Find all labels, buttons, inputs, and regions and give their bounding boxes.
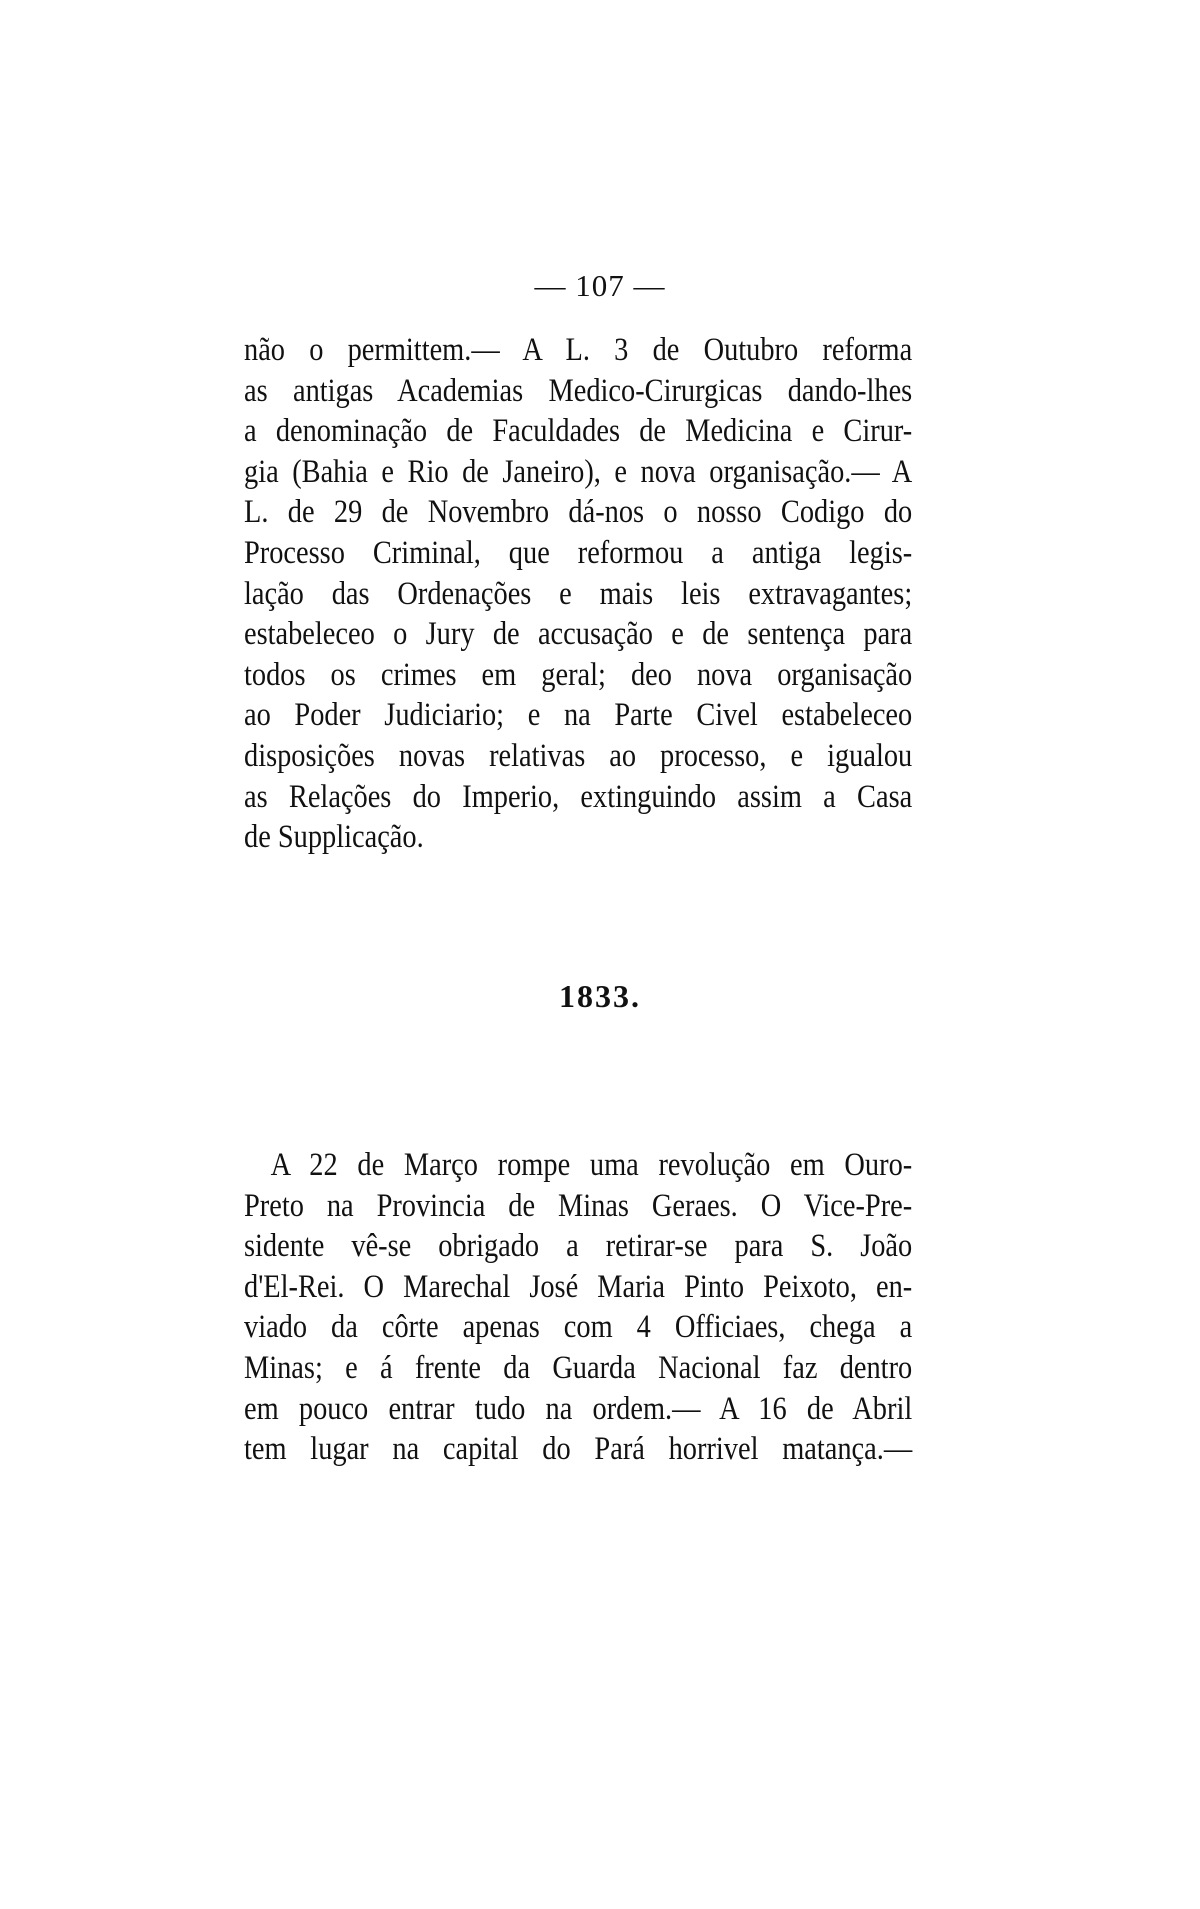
text-line: Processo Criminal, que reformou a antiga legis- — [244, 534, 913, 571]
text-line: tem lugar na capital do Pará horrivel matança.— — [244, 1431, 913, 1468]
text-line: gia (Bahia e Rio de Janeiro), e nova organisação.— A — [244, 453, 913, 490]
text-line: lação das Ordenações e mais leis extravagantes; — [244, 575, 913, 612]
page-number: — 107 — — [534, 268, 666, 303]
text-line: todos os crimes em geral; deo nova organisação — [244, 656, 913, 693]
text-line: Minas; e á frente da Guarda Nacional faz dentro — [244, 1349, 913, 1386]
text-line: não o permittem.— A L. 3 de Outubro reforma — [244, 332, 913, 368]
text-line: ao Poder Judiciario; e na Parte Civel estabeleceo — [244, 697, 913, 734]
text-line: em pouco entrar tudo na ordem.— A 16 de Abril — [244, 1390, 913, 1427]
text-line: A 22 de Março rompe uma revolução em Ouro- — [270, 1147, 913, 1183]
text-line: a denominação de Faculdades de Medicina e Cirur- — [244, 413, 913, 450]
section-year-heading: 1833. — [559, 978, 641, 1014]
text-line: de Supplicação. — [244, 819, 424, 856]
text-line: estabeleceo o Jury de accusação e de sentença para — [244, 616, 913, 653]
paragraph-1833-events — [244, 1145, 912, 1470]
text-line: viado da côrte apenas com 4 Officiaes, chega a — [244, 1309, 913, 1346]
text-line: sidente vê-se obrigado a retirar-se para S. João — [244, 1228, 913, 1265]
paragraph-1832-laws — [244, 330, 912, 858]
text-line: d'El-Rei. O Marechal José Maria Pinto Peixoto, en- — [244, 1268, 913, 1305]
text-line: as antigas Academias Medico-Cirurgicas dando-lhes — [244, 372, 913, 409]
text-line: as Relações do Imperio, extinguindo assim a Casa — [244, 778, 913, 815]
text-line: Preto na Provincia de Minas Geraes. O Vice-Pre- — [244, 1187, 913, 1224]
text-line: L. de 29 de Novembro dá-nos o nosso Codigo do — [244, 494, 913, 531]
text-line: disposições novas relativas ao processo, e igualou — [244, 737, 913, 774]
